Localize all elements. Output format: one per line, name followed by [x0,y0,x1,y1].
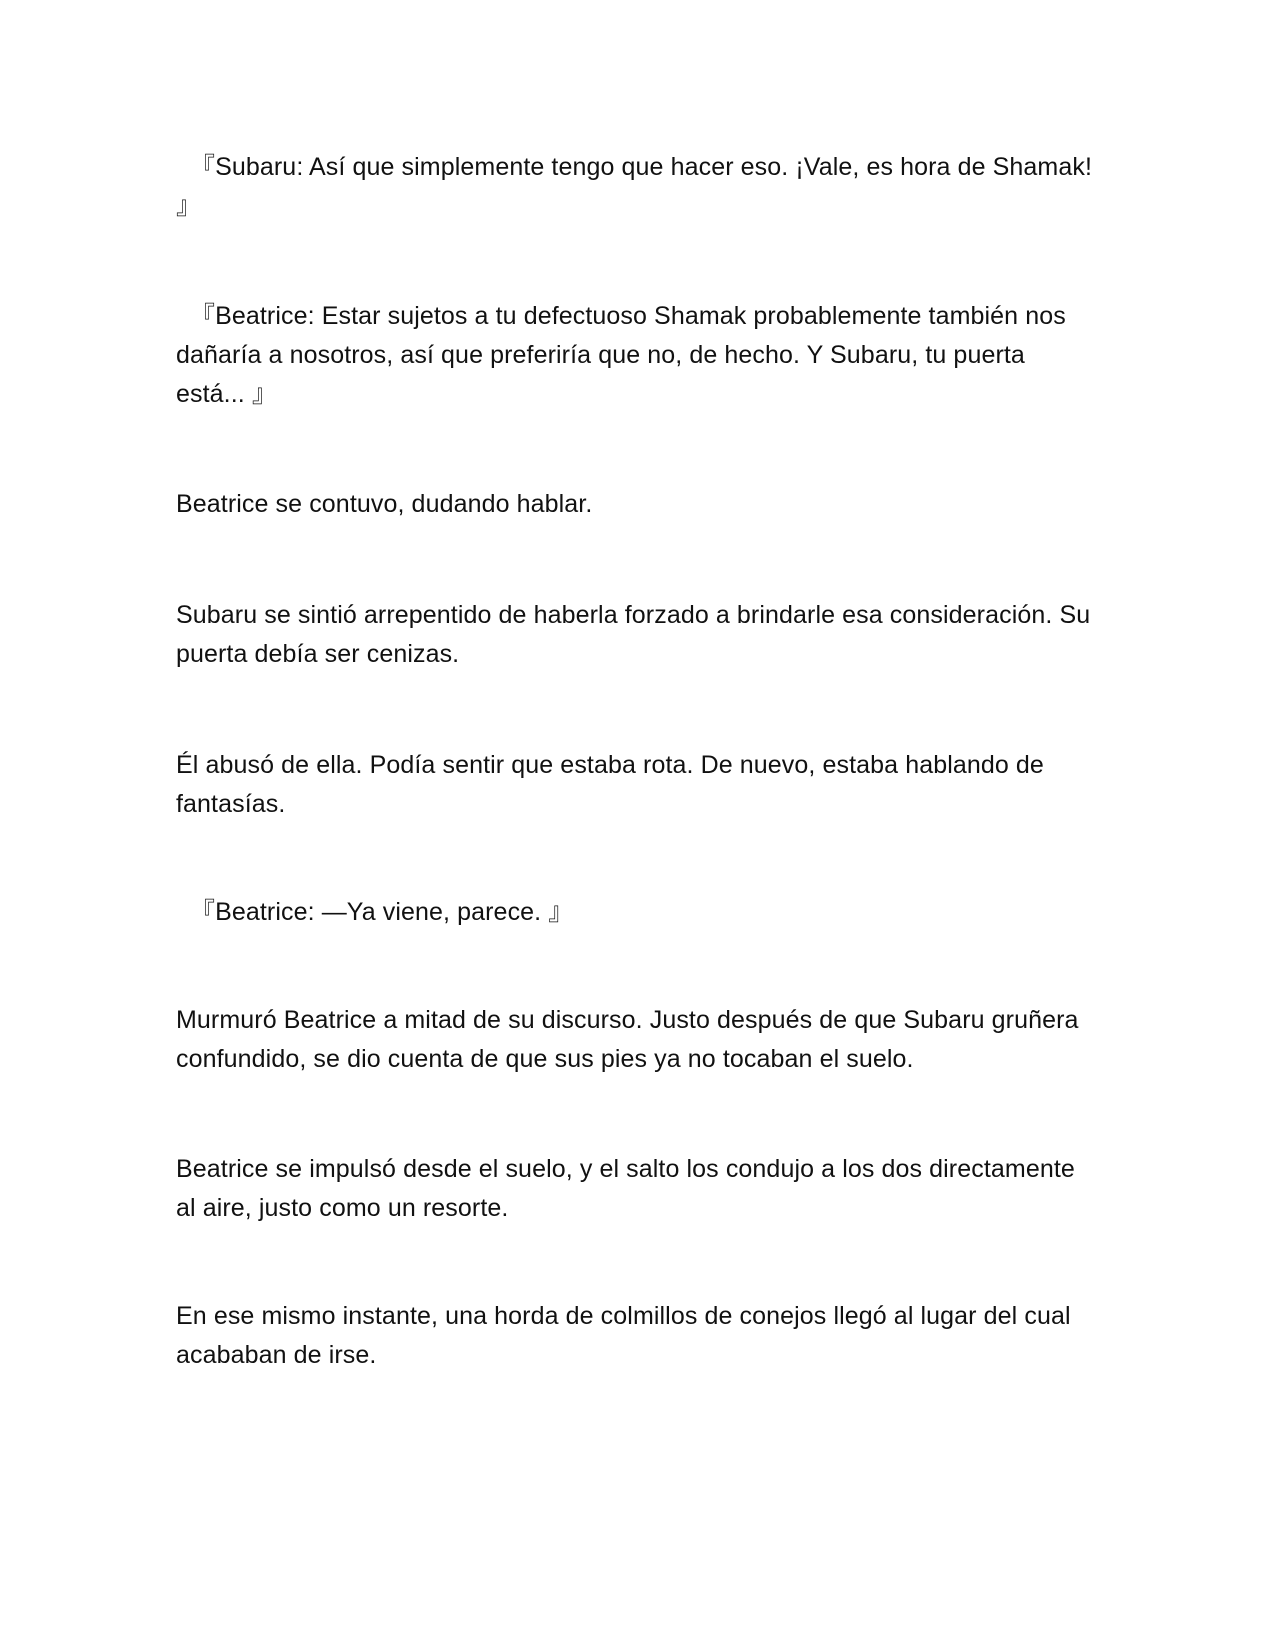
paragraph-subaru-dialogue: 『Subaru: Así que simplemente tengo que hacer eso. ¡Vale, es hora de Shamak! 』 [176,153,1093,220]
paragraph-beatrice-coming: 『Beatrice: —Ya viene, parece. 』 [190,898,574,926]
paragraph-subaru-regret: Subaru se sintió arrepentido de haberla forzado a brindarle esa consideración. Su puerta debía ser cenizas. [176,601,1091,668]
paragraph-beatrice-dialogue: 『Beatrice: Estar sujetos a tu defectuoso Shamak probablemente también nos dañaría a nosotros, así que preferiría que no, de hecho. Y Subaru, tu puerta está... 』 [176,302,1066,408]
paragraph-murmur: Murmuró Beatrice a mitad de su discurso. Justo después de que Subaru gruñera confundido, se dio cuenta de que sus pies ya no tocaban el suelo. [176,1006,1079,1073]
paragraph-fantasies: Él abusó de ella. Podía sentir que estaba rota. De nuevo, estaba hablando de fantasías. [176,751,1044,818]
paragraph-jump: Beatrice se impulsó desde el suelo, y el salto los condujo a los dos directamente al aire, justo como un resorte. [176,1155,1075,1222]
paragraph-rabbit-horde: En ese mismo instante, una horda de colmillos de conejos llegó al lugar del cual acababan de irse. [176,1302,1071,1369]
paragraph-beatrice-hesitates: Beatrice se contuvo, dudando hablar. [176,490,593,518]
